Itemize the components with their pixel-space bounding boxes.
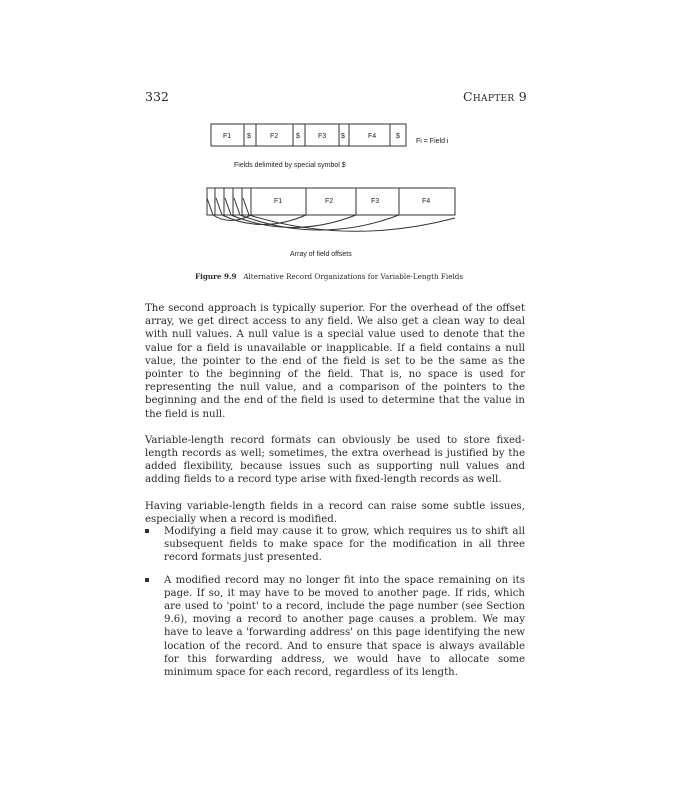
paragraph-1: The second approach is typically superior. For the overhead of the offset array, we get direct access to any field. We also get a clean way to deal with null values. A null value is a special value used to denote that the value for a field is unavailable or inapplicable. If a field contains a null value, the pointer to the end of the field is set to be the same as the pointer to the beginning of the field. That is, no space is used for representing the null value, and a comparison of the pointers to the beginning and the end of the field is used to determine that the value in the field is null. <box>145 303 525 420</box>
bullet-square-icon <box>145 529 149 533</box>
bullet-item-1 <box>145 525 525 565</box>
delimited-field-3: F3 <box>318 133 327 140</box>
delimiter-2: $ <box>296 133 300 140</box>
record-organization-figure <box>0 0 680 280</box>
offset-caption: Array of field offsets <box>290 251 352 258</box>
offset-field-2: F2 <box>325 198 334 205</box>
offset-field-1: F1 <box>274 198 283 205</box>
bullet-item-2 <box>145 574 525 680</box>
chapter-heading: Chapter 9 <box>463 89 527 104</box>
delimited-field-1: F1 <box>223 133 232 140</box>
bullet-text-2: A modified record may no longer fit into the space remaining on its page. If so, it may have to be moved to another page. If rids, which are used to 'point' to a record, include the page number (see Section 9.6), moving a record to another page causes a problem. We may have to leave a 'forwarding address' on this page identifying the new location of the record. And to ensure that space is always available for this forwarding address, we would have to allocate some minimum space for each record, regardless of its length. <box>164 574 525 679</box>
offset-field-4: F4 <box>422 198 431 205</box>
delimited-field-4: F4 <box>368 133 377 140</box>
delimited-caption: Fields delimited by special symbol $ <box>234 162 346 169</box>
delimiter-3: $ <box>341 133 345 140</box>
figure-caption <box>195 272 463 281</box>
field-key-label: Fi = Field i <box>416 138 449 145</box>
bullet-square-icon <box>145 578 149 582</box>
figure-caption-label: Figure 9.9 <box>195 272 237 281</box>
page-number: 332 <box>145 89 169 104</box>
bullet-text-1: Modifying a field may cause it to grow, which requires us to shift all subsequent fields to make space for the modification in all three record formats just presented. <box>164 526 525 564</box>
paragraph-2: Variable-length record formats can obviously be used to store fixed-length records as well; sometimes, the extra overhead is justified by the added flexibility, because issues such as supporting null values and adding fields to a record type arise with fixed-length records as well. <box>145 434 525 486</box>
body-paragraphs <box>145 302 525 539</box>
delimiter-4: $ <box>396 133 400 140</box>
bullet-list <box>145 525 525 688</box>
delimited-record <box>211 124 406 146</box>
delimiter-1: $ <box>247 133 251 140</box>
offset-field-3: F3 <box>371 198 380 205</box>
figure-caption-text: Alternative Record Organizations for Variable-Length Fields <box>243 272 464 281</box>
offset-record <box>207 188 455 231</box>
delimited-field-2: F2 <box>270 133 279 140</box>
paragraph-3: Having variable-length fields in a record can raise some subtle issues, especially when a record is modified. <box>145 500 525 525</box>
